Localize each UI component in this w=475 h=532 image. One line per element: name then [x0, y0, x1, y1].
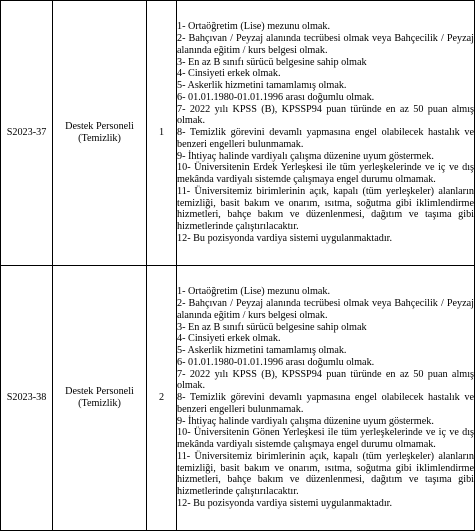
- requirement-line: 3- En az B sınıfı sürücü belgesine sahip olmak: [177, 56, 367, 68]
- requirement-line: 4- Cinsiyeti erkek olmak.: [177, 333, 281, 345]
- requirement-line: 5- Askerlik hizmetini tamamlamış olmak.: [177, 80, 347, 92]
- requirement-line: 8- Temizlik görevini devamlı yapmasına engel olabilecek hastalık ve benzeri engelleri bulunmamak.: [177, 392, 474, 415]
- requirements-cell: [177, 1, 475, 266]
- requirement-line: 1- Ortaöğretim (Lise) mezunu olmak.: [177, 21, 331, 33]
- requirement-line: 2- Bahçıvan / Peyzaj alanında tecrübesi olmak veya Bahçecilik / Peyzaj alanında eğitim / kurs belgesi olmak.: [177, 33, 474, 56]
- requirement-line: 1- Ortaöğretim (Lise) mezunu olmak.: [177, 286, 331, 298]
- requirement-line: 12- Bu pozisyonda vardiya sistemi uygulanmaktadır.: [177, 497, 393, 509]
- requirements-cell: [177, 266, 475, 531]
- positions-table-body: [1, 1, 475, 531]
- requirement-line: 4- Cinsiyeti erkek olmak.: [177, 68, 281, 80]
- position-title: Destek Personeli (Temizlik): [53, 266, 147, 531]
- requirement-line: 5- Askerlik hizmetini tamamlamış olmak.: [177, 345, 347, 357]
- position-code: S2023-37: [1, 1, 53, 266]
- position-count: 1: [147, 1, 177, 266]
- requirement-line: 8- Temizlik görevini devamlı yapmasına engel olabilecek hastalık ve benzeri engelleri bulunmamak.: [177, 127, 474, 150]
- requirement-line: 11- Üniversitemiz birimlerinin açık, kapalı (tüm yerleşkeler) alanların temizliği, basit bakım ve onarım, ısıtma, soğutma gibi iklimlendirme hizmetleri, bahçe bakım ve düzenlenmesi, dağıtım ve taşıma gibi hizmetlerinde çalıştırılacaktır.: [177, 450, 474, 498]
- requirement-line: 9- İhtiyaç halinde vardiyalı çalışma düzenine uyum göstermek.: [177, 415, 434, 427]
- requirement-line: 12- Bu pozisyonda vardiya sistemi uygulanmaktadır.: [177, 232, 393, 244]
- position-row: [1, 266, 475, 531]
- position-code: S2023-38: [1, 266, 53, 531]
- position-title: Destek Personeli (Temizlik): [53, 1, 147, 266]
- position-count: 2: [147, 266, 177, 531]
- requirement-line: 9- İhtiyaç halinde vardiyalı çalışma düzenine uyum göstermek.: [177, 150, 434, 162]
- requirement-line: 7- 2022 yılı KPSS (B), KPSSP94 puan türünde en az 50 puan almış olmak.: [177, 368, 474, 392]
- requirement-line: 3- En az B sınıfı sürücü belgesine sahip olmak: [177, 321, 367, 333]
- requirement-line: 2- Bahçıvan / Peyzaj alanında tecrübesi olmak veya Bahçecilik / Peyzaj alanında eğitim / kurs belgesi olmak.: [177, 298, 474, 321]
- requirement-line: 10- Üniversitenin Erdek Yerleşkesi ile tüm yerleşkelerinde ve iç ve dış mekânda vardiyalı sistemde çalışmaya engel durumu olmamak.: [177, 162, 474, 186]
- requirement-line: 6- 01.01.1980-01.01.1996 arası doğumlu olmak.: [177, 356, 375, 368]
- position-row: [1, 1, 475, 266]
- requirement-line: 7- 2022 yılı KPSS (B), KPSSP94 puan türünde en az 50 puan almış olmak.: [177, 103, 474, 127]
- requirement-line: 11- Üniversitemiz birimlerinin açık, kapalı (tüm yerleşkeler) alanların temizliği, basit bakım ve onarım, ısıtma, soğutma gibi iklimlendirme hizmetleri, bahçe bakım ve düzenlenmesi, dağıtım ve taşıma gibi hizmetlerinde çalıştırılacaktır.: [177, 185, 474, 233]
- requirement-line: 10- Üniversitenin Gönen Yerleşkesi ile tüm yerleşkelerinde ve iç ve dış mekânda vardiyalı sistemde çalışmaya engel durumu olmamak.: [177, 427, 474, 451]
- requirement-line: 6- 01.01.1980-01.01.1996 arası doğumlu olmak.: [177, 91, 375, 103]
